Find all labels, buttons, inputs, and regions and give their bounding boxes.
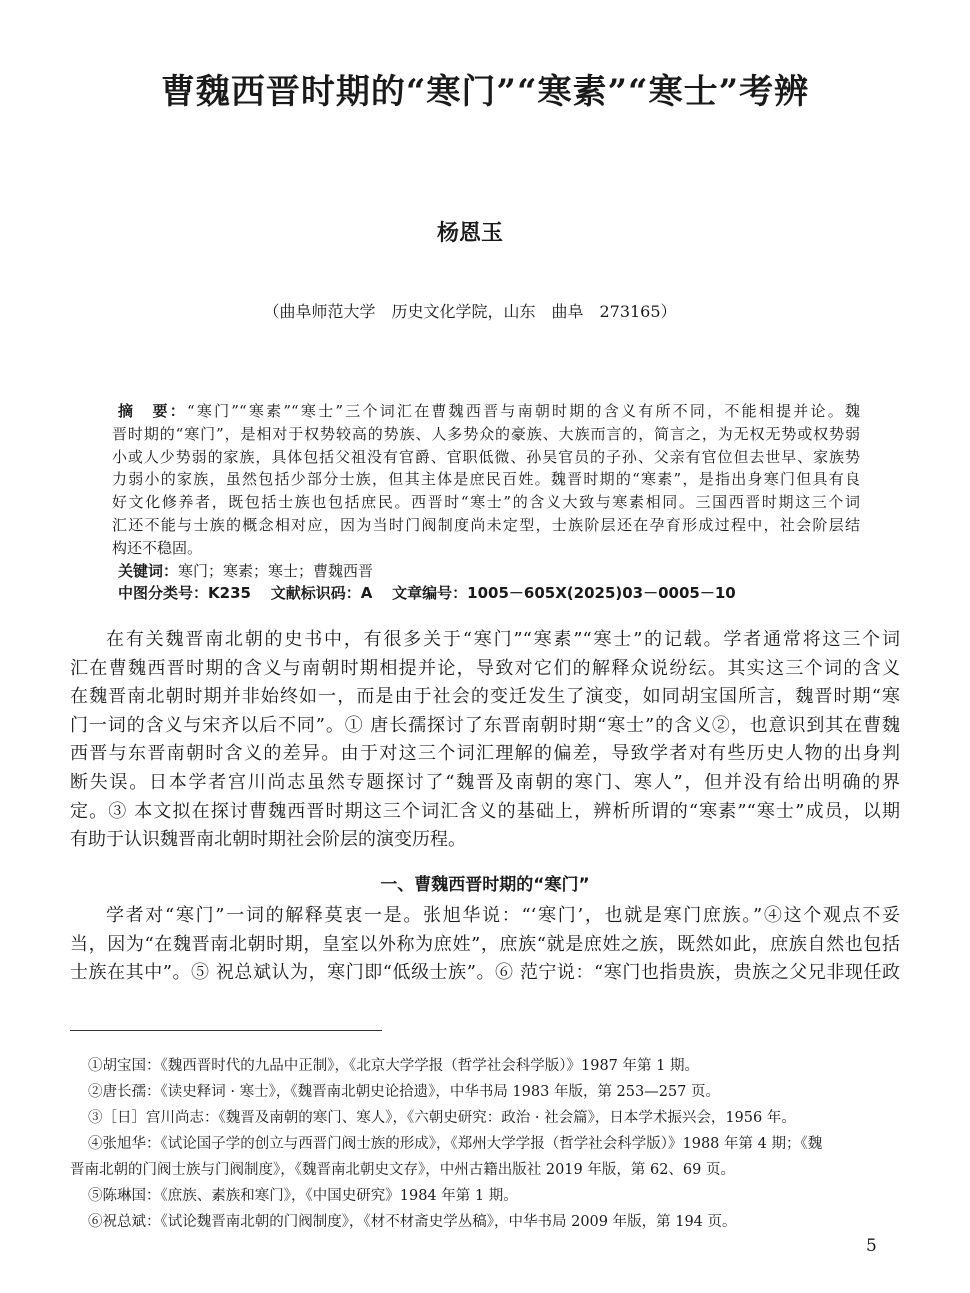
footnote-4-continued: 晋南北朝的门阀士族与门阀制度》，《魏晋南北朝史文存》，中州古籍出版社 2019 年版，第 62、69 页。 [70,1162,735,1178]
section-paragraph [70,902,900,988]
text-line: 当，因为“在魏晋南北朝时期，皇室以外称为庶姓”，庶族“就是庶姓之族，既然如此，庶族自然也包括 [70,933,900,955]
author-affiliation: （曲阜师范大学 历史文化学院，山东 曲阜 273165） [263,302,677,321]
article-title: 曹魏西晋时期的“寒门”“寒素”“寒士”考辨 [160,72,810,112]
text-line: 西晋与东晋南朝时含义的差异。由于对这三个词汇理解的偏差，导致学者对有些历史人物的出身判 [70,743,900,765]
text-line: 断失误。日本学者宫川尚志虽然专题探讨了“魏晋及南朝的寒门、寒人”，但并没有给出明确的界 [70,771,900,793]
classification-line [118,582,736,603]
text-line: 在有关魏晋南北朝的史书中，有很多关于“寒门”“寒素”“寒士”的记载。学者通常将这三个词 [106,629,900,650]
section-heading: 一、曹魏西晋时期的“寒门” [380,875,590,895]
footnote-divider [70,1030,382,1031]
author-name: 杨恩玉 [436,221,503,246]
footnote-6: ⑥祝总斌：《试论魏晋南北朝的门阀制度》，《材不材斋史学丛稿》，中华书局 2009 年版，第 194 页。 [88,1214,737,1230]
keywords [118,560,373,581]
article-no-label: 文章编号： [392,584,468,602]
footnote-3: ③［日］宫川尚志：《魏晋及南朝的寒门、寒人》，《六朝史研究：政治 · 社会篇》，日本学术振兴会，1956 年。 [88,1110,796,1126]
intro-paragraph [70,626,900,855]
abstract-line: 好文化修养者，既包括士族也包括庶民。西晋时“寒士”的含义大致与寒素相同。三国西晋时期这三个词 [112,493,860,512]
abstract-line: 构还不稳固。 [112,538,203,557]
footnotes [70,1053,900,1235]
footnote-1: ①胡宝国：《魏西晋时代的九品中正制》，《北京大学学报（哲学社会科学版）》1987 年第 1 期。 [88,1058,699,1074]
footnote-4: ④张旭华：《试论国子学的创立与西晋门阀士族的形成》，《郑州大学学报（哲学社会科学版）》1988 年第 4 期；《魏 [88,1136,823,1152]
text-line: 有助于认识魏晋南北朝时期社会阶层的演变历程。 [70,829,466,851]
keywords-value: 寒门；寒素；寒士；曹魏西晋 [178,562,374,580]
clc-label: 中图分类号： [118,584,209,602]
article-no-value: 1005－605X(2025)03－0005－10 [467,584,736,602]
text-line: 学者对“寒门”一词的解释莫衷一是。张旭华说：“‘寒门’，也就是寒门庶族。”④这个观点不妥 [106,905,900,926]
text-line: 门一词的含义与宋齐以后不同”。① 唐长孺探讨了东晋南朝时期“寒士”的含义②，也意识到其在曹魏 [70,714,900,736]
keywords-label: 关键词： [118,562,179,580]
abstract-label: 摘 要： [118,402,187,420]
abstract-line: 小或人少势弱的家族，具体包括父祖没有官爵、官职低微、孙吴官员的子孙、父亲有官位但去世早、家族势 [112,447,860,466]
doc-code-label: 文献标识码： [270,584,361,602]
abstract [112,400,860,560]
text-line: 汇在曹魏西晋时期的含义与南朝时期相提并论，导致对它们的解释众说纷纭。其实这三个词的含义 [70,657,900,679]
text-line: 士族在其中”。⑤ 祝总斌认为，寒门即“低级士族”。⑥ 范宁说：“寒门也指贵族，贵族之父兄非现任政 [70,962,900,984]
abstract-line: 力弱小的家族，虽然包括少部分士族，但其主体是庶民百姓。魏晋时期的“寒素”，是指出身寒门但具有良 [112,470,860,489]
footnote-2: ②唐长孺：《读史释词 · 寒士》，《魏晋南北朝史论拾遗》，中华书局 1983 年版，第 253—257 页。 [88,1084,721,1100]
abstract-line: 汇还不能与士族的概念相对应，因为当时门阀制度尚未定型，士族阶层还在孕育形成过程中，社会阶层结 [112,515,860,534]
text-line: 在魏晋南北朝时期并非始终如一，而是由于社会的变迁发生了演变，如同胡宝国所言，魏晋时期“寒 [70,686,900,708]
abstract-line [112,400,860,423]
abstract-line: 晋时期的“寒门”，是相对于权势较高的势族、人多势众的豪族、大族而言的，简言之，为无权无势或权势弱 [112,424,860,443]
abstract-text: “寒门”“寒素”“寒士”三个词汇在曹魏西晋与南朝时期的含义有所不同，不能相提并论。魏 [186,402,860,420]
footnote-5: ⑤陈琳国：《庶族、素族和寒门》，《中国史研究》1984 年第 1 期。 [88,1188,518,1204]
doc-code-value: A [360,584,373,602]
text-line: 定。③ 本文拟在探讨曹魏西晋时期这三个词汇含义的基础上，辨析所谓的“寒素”“寒士”成员，以期 [70,800,900,822]
page-number: 5 [866,1236,877,1256]
clc-value: K235 [208,584,251,602]
